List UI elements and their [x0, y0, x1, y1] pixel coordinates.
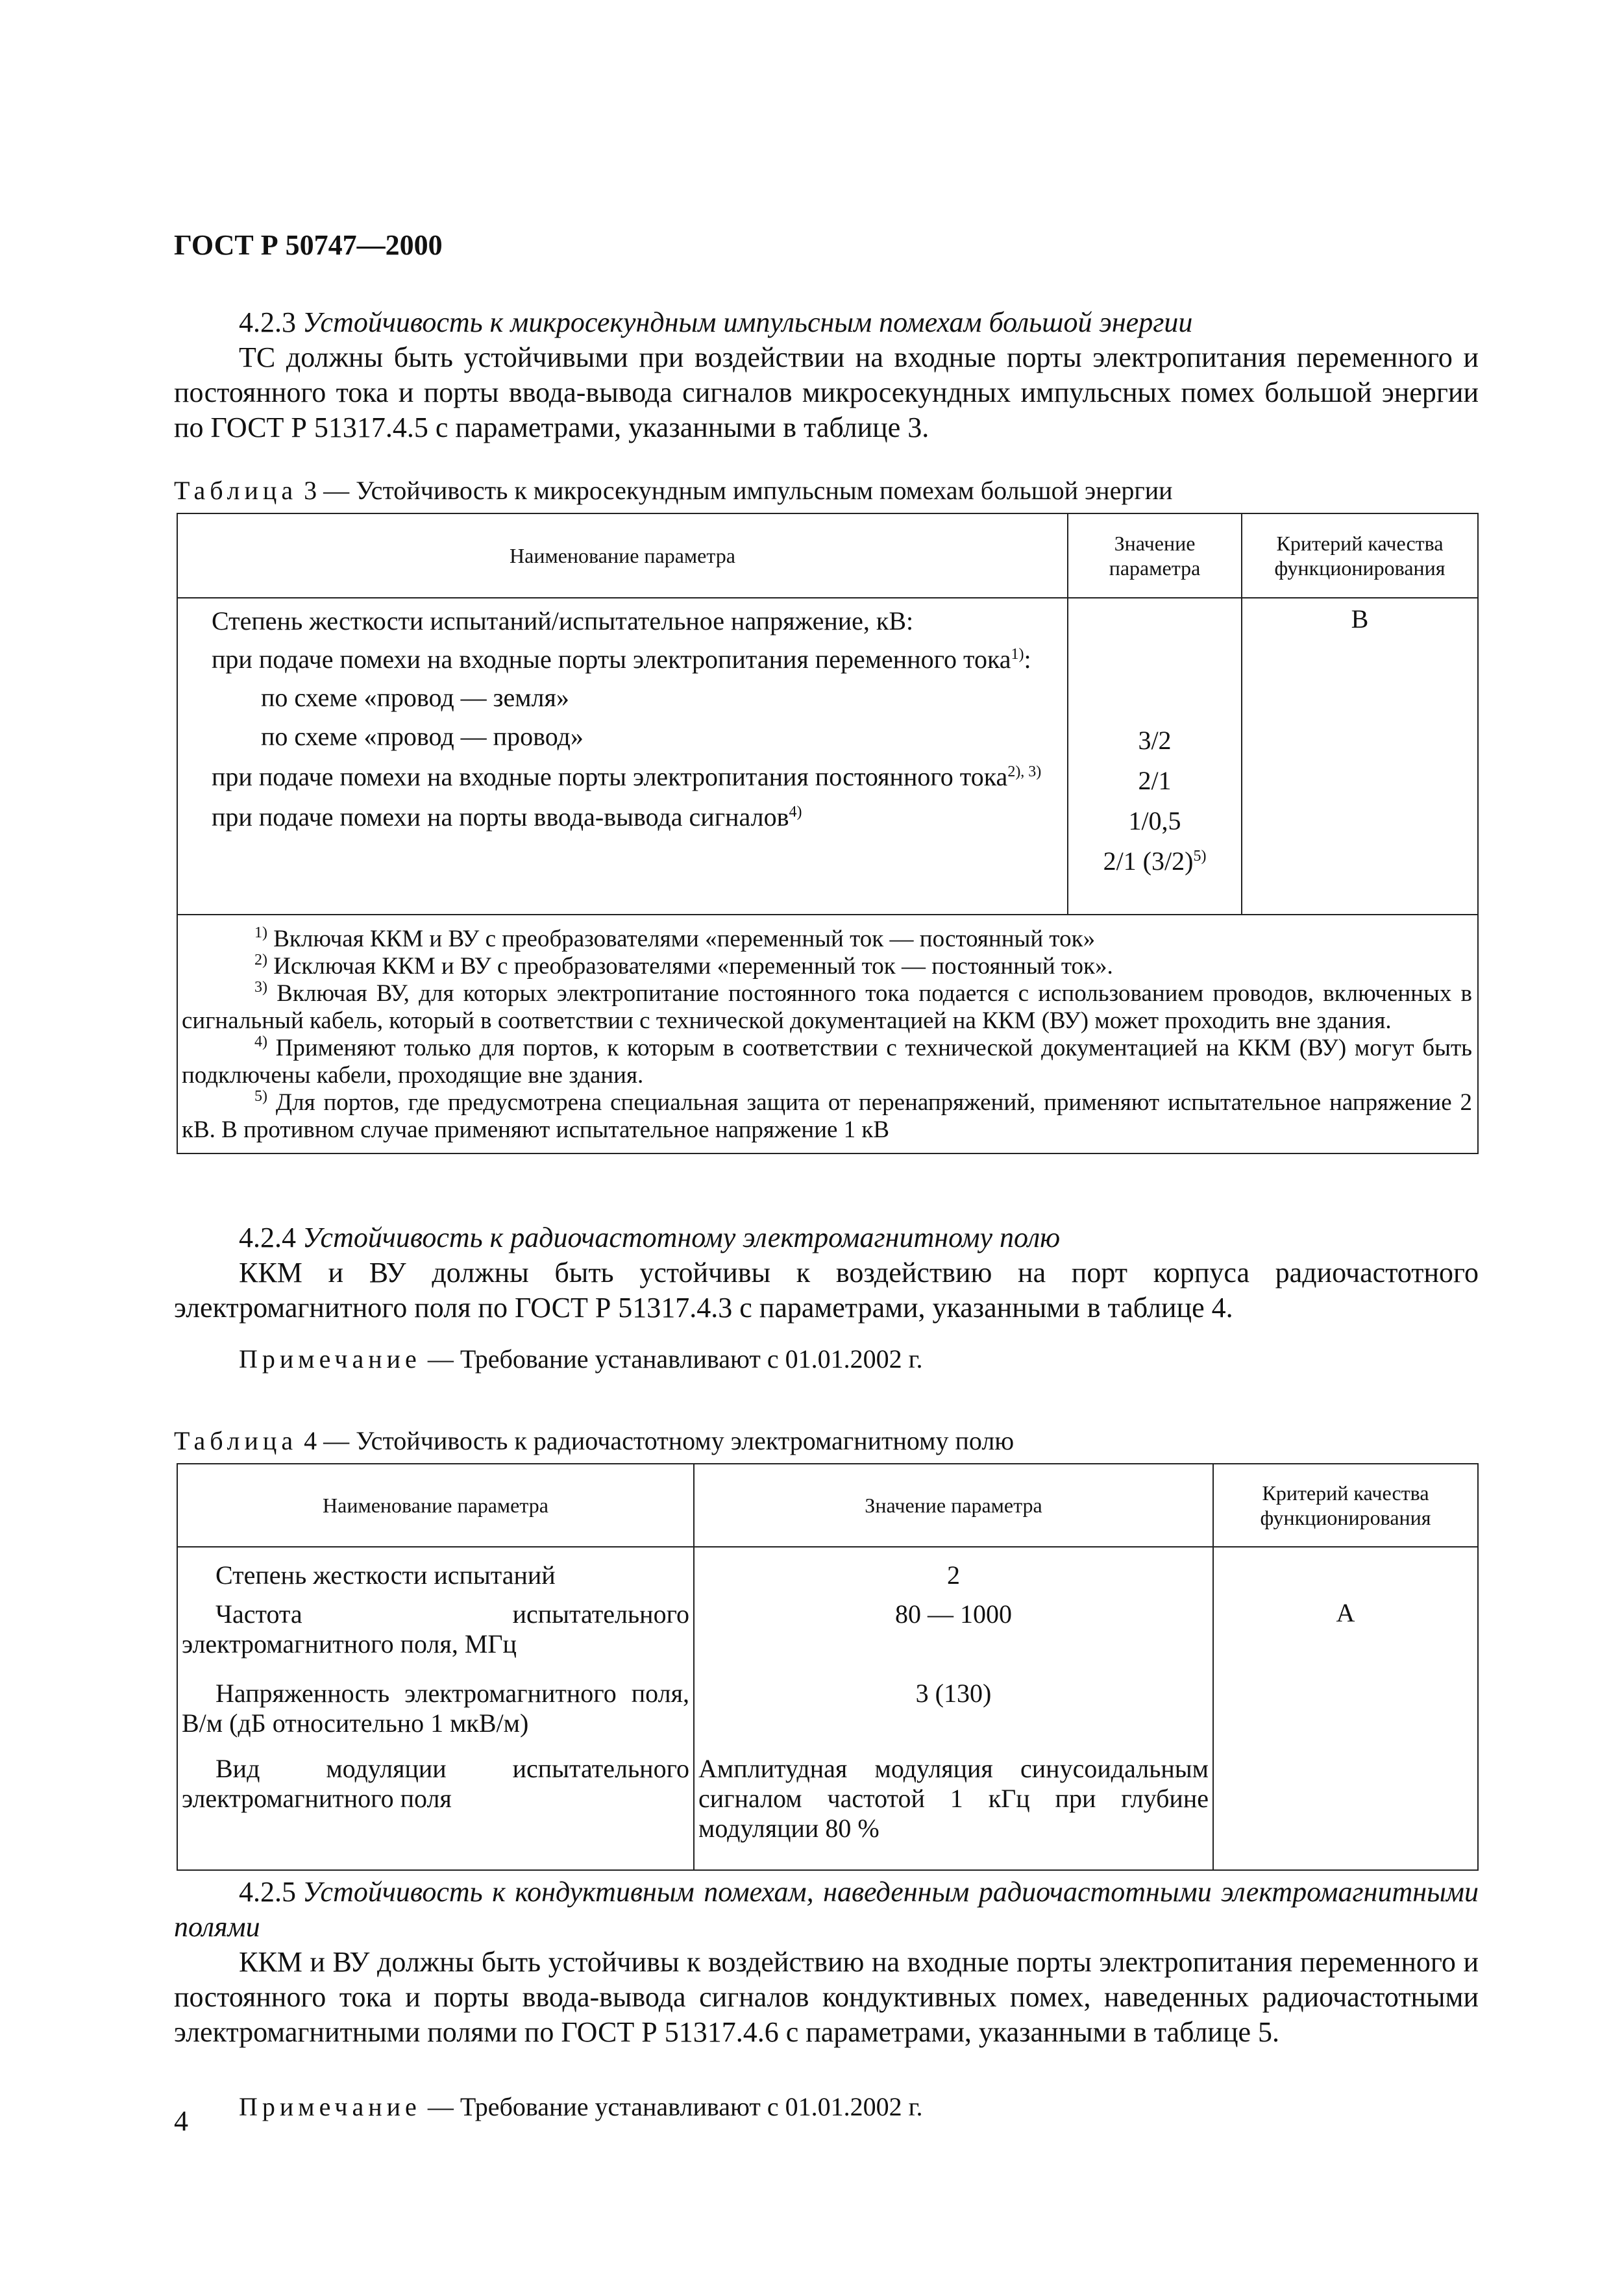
param-row: Степень жесткости испытаний/испытательное напряжение, кВ:	[212, 606, 914, 635]
footnote: $^{2)}$ Исключая ККМ и ВУ с преобразователями «переменный ток — постоянный ток».	[254, 952, 1113, 980]
section-4-2-5	[174, 1875, 1479, 2050]
param-name: Частота испытательного электромагнитного поля, МГц	[182, 1599, 689, 1658]
param-row: при подаче помехи на входные порты электропитания постоянного тока$^{2), 3)}$	[212, 762, 1042, 791]
param-values-cell	[1068, 598, 1242, 915]
header-param-name: Наименование параметра	[177, 513, 1068, 598]
section-heading	[174, 1220, 1479, 1255]
param-name: Напряженность электромагнитного поля, В/м (дБ относительно 1 мкВ/м)	[182, 1679, 689, 1738]
header-criterion: Критерий качества функционирования	[1242, 513, 1478, 598]
footnotes-cell	[177, 915, 1478, 1153]
param-value: 3/2	[1138, 726, 1172, 755]
footnote: $^{5)}$ Для портов, где предусмотрена специальная защита от перенапряжений, применяют испытательное напряжение 2 кВ. В противном случае применяют испытательное напряжение 1 кВ	[182, 1088, 1473, 1143]
section-number: 4.2.4	[239, 1222, 296, 1253]
param-name: Вид модуляции испытательного электромагнитного поля	[182, 1754, 689, 1813]
param-row: по схеме «провод — провод»	[261, 722, 584, 751]
caption-text: 3 — Устойчивость к микросекундным импульсным помехам большой энергии	[304, 476, 1173, 505]
section-title: Устойчивость к радиочастотному электромагнитному полю	[302, 1222, 1061, 1253]
note-label: Примечание	[239, 2092, 421, 2121]
param-names-cell	[177, 598, 1068, 915]
table3-caption	[174, 475, 1173, 506]
param-values-cell	[694, 1547, 1213, 1870]
footnote: $^{4)}$ Применяют только для портов, к которым в соответствии с технической документацией на ККМ (ВУ) могут быть подключены кабели, проходящие вне здания.	[182, 1033, 1472, 1089]
header-param-value: Значение параметра	[694, 1464, 1213, 1547]
caption-label: Таблица	[174, 476, 298, 505]
footnote: $^{1)}$ Включая ККМ и ВУ с преобразователями «переменный ток — постоянный ток»	[254, 924, 1096, 952]
section-number: 4.2.5	[239, 1876, 296, 1908]
note-label: Примечание	[239, 1344, 421, 1374]
param-value: 80 — 1000	[895, 1599, 1012, 1629]
page-number: 4	[174, 2105, 188, 2137]
criterion-cell: А	[1213, 1547, 1478, 1870]
section-title: Устойчивость к кондуктивным помехам, наведенным радиочастотными электромагнитными полями	[174, 1876, 1479, 1943]
section-title: Устойчивость к микросекундным импульсным помехам большой энергии	[302, 306, 1193, 338]
param-value: 2/1 $(3/2)^{5)}$	[1103, 846, 1207, 876]
param-value: 3 (130)	[915, 1679, 992, 1708]
table-4	[177, 1463, 1479, 1871]
param-value: 1/0,5	[1128, 806, 1181, 835]
note	[239, 1344, 922, 1374]
document-code: ГОСТ Р 50747—2000	[174, 229, 443, 261]
note	[239, 2091, 922, 2122]
caption-text: 4 — Устойчивость к радиочастотному электромагнитному полю	[304, 1426, 1015, 1455]
section-number: 4.2.3	[239, 306, 296, 338]
note-text: — Требование устанавливают с 01.01.2002 г.	[421, 1344, 923, 1374]
footnote: $^{3)}$ Включая ВУ, для которых электропитание постоянного тока подается с использованием проводов, включенных в сигнальный кабель, который в соответствии с технической документацией на ККМ (ВУ) может проходить вне здания.	[182, 979, 1473, 1034]
param-value: Амплитудная модуляция синусоидальным сигналом частотой 1 кГц при глубине модуляции 80 %	[698, 1754, 1209, 1843]
section-heading	[174, 1875, 1479, 1945]
header-param-name: Наименование параметра	[177, 1464, 694, 1547]
header-param-value: Значение параметра	[1068, 513, 1242, 598]
param-value: 2/1	[1138, 766, 1172, 795]
param-value: 2	[947, 1560, 960, 1590]
param-names-cell	[177, 1547, 694, 1870]
note-text: — Требование устанавливают с 01.01.2002 г.	[421, 2092, 923, 2121]
criterion-cell: В	[1242, 598, 1478, 915]
section-heading	[174, 305, 1479, 340]
section-body: ТС должны быть устойчивыми при воздействии на входные порты электропитания переменного и постоянного тока и порты ввода-вывода сигналов микросекундных импульсных помех большой энергии по ГОСТ Р 51317.4.5 с параметрами, указанными в таблице 3.	[174, 341, 1479, 443]
param-row: по схеме «провод — земля»	[261, 683, 569, 712]
section-4-2-3	[174, 305, 1479, 445]
section-body: ККМ и ВУ должны быть устойчивы к воздействию на входные порты электропитания переменного и постоянного тока и порты ввода-вывода сигналов кондуктивных помех, наведенных радиочастотными электромагнитными полями по ГОСТ Р 51317.4.6 с параметрами, указанными в таблице 5.	[174, 1946, 1479, 2048]
section-4-2-4	[174, 1220, 1479, 1325]
param-row: при подаче помехи на входные порты электропитания переменного тока$^{1)}$:	[212, 645, 1031, 674]
section-body: ККМ и ВУ должны быть устойчивы к воздействию на порт корпуса радиочастотного электромагнитного поля по ГОСТ Р 51317.4.3 с параметрами, указанными в таблице 4.	[174, 1257, 1479, 1324]
table4-caption	[174, 1425, 1014, 1456]
header-criterion: Критерий качества функционирования	[1213, 1464, 1478, 1547]
param-name: Степень жесткости испытаний	[215, 1560, 556, 1590]
param-row: при подаче помехи на порты ввода-вывода сигналов$^{4)}$	[212, 802, 802, 832]
caption-label: Таблица	[174, 1426, 298, 1455]
table-3	[177, 513, 1479, 1154]
